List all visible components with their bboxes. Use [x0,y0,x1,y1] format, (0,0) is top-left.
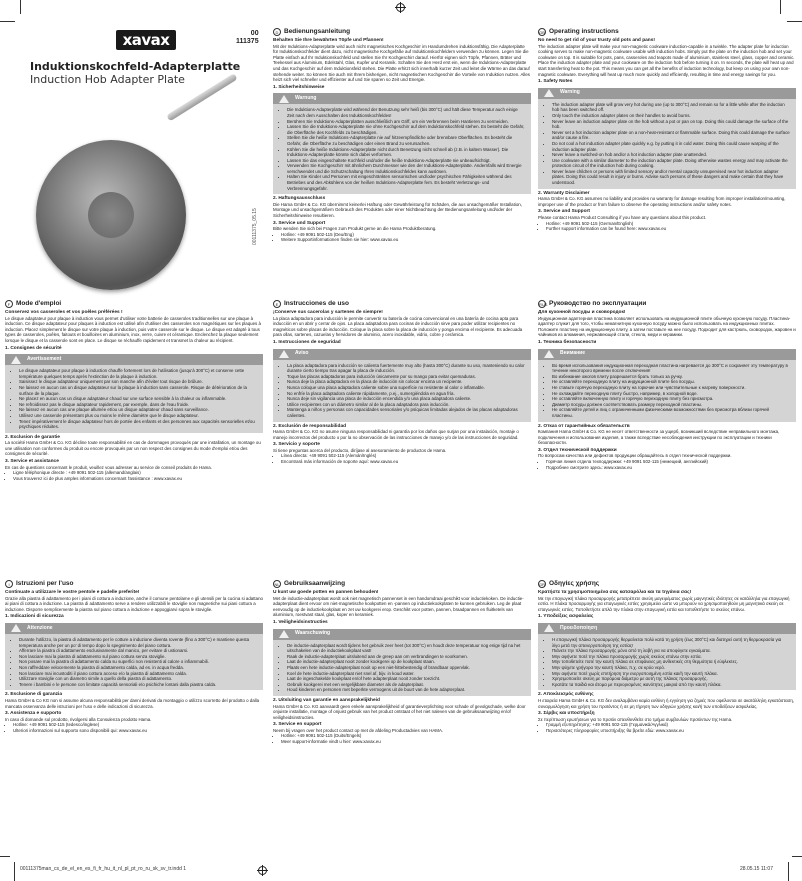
service-heading: 3. Σέρβις και υποστήριξη [538,711,595,717]
warning-header [538,623,796,634]
warning-label: Aviso [295,350,309,357]
service-text: En cas de questions concernant le produit, veuillez vous adresser au service de conseil produits de Hama. [5,464,212,470]
warning-item: • Koel de hete inductie-adapterplaat niet snel af, bijv. in koud water. [287,671,525,677]
warning-list [538,99,796,189]
section-title: Οδηγίες χρήσης [549,580,600,588]
section-heading [5,300,263,308]
intro-text: Le disque adaptateur pour plaque à induction vous permet d'utiliser votre batterie de casseroles traditionnelles sur une plaque à induction. Ce disque adaptateur pour plaques à induction est utilisé afin d'utiliser des casseroles non magnétiques sur les plaques à induction. Placez simplement le disque sur votre plaque à induction, puis votre casserole sur le disque. Le disque est adapté à tous types de casseroles, poêles, faitouts et bouilloires en aluminium, inox, verre, cuivre et céramique. Enclenchez la plaque seulement lorsque le disque et la casserole sont en place. Le disque se réchauffe rapidement et transmet la chaleur au récipient. [5,315,261,343]
service-item: • Περισσότερες πληροφορίες υποστήριξης θα βρείτε εδώ: www.xavax.eu [546,728,796,734]
language-section [273,300,531,465]
warning-item: • Не оставляйте включенную плиту и горячую переходную плиту без присмотра. [552,396,790,402]
crop-mark [792,856,802,857]
language-section [538,28,796,232]
safety-heading: 1. Техника безопасности [538,339,597,345]
warning-item: • Nunca deje sin vigilancia una placa de inducción encendida y/o una placa adaptadora caliente. [287,396,525,402]
warning-item: • Halten Sie Kinder und Personen mit eingeschränkten sensorischen und/oder psychischen Fähigkeiten während des Betriebes und des Abkühlens von der heißen Induktions-Adapterplatte fern. Es besteht Verletzungs- und Verbrennungsgefahr. [287,174,525,191]
section-title: Руководство по эксплуатации [549,300,647,308]
section-title: Instrucciones de uso [284,300,350,308]
warning-triangle-icon [279,350,289,358]
warning-list [538,634,796,690]
service-text: Please contact Hama Product Consulting if you have any questions about this product. [538,215,707,221]
language-badge: RUS [539,302,548,307]
service-item: • Hotline: +49 9091 502-115 (Duits/Engels) [281,733,531,739]
warning-item: • Utilizzare stoviglie con un diametro simile a quello della piastra di adattamento. [19,676,257,682]
warning-header [5,354,263,365]
warranty-heading: 2. Uitsluiting van garantie en aansprakelijkheid [273,697,380,703]
service-list [538,221,796,232]
warning-item: • Plaats een hete inductie-adapterplaat nooit op een niet-hittebestendig of brandbaar oppervlak. [287,665,525,671]
warning-item: • Afferrare la piastra di adattamento esclusivamente dal manico, per evitare di ustionarsi. [19,648,257,654]
service-list [273,453,531,464]
language-section [5,580,263,733]
warning-item: • Η επαγωγική πλάκα προσαρμογής θερμαίνεται πολύ κατά τη χρήση (έως 300°C) και διατηρεί αυτή τη θερμοκρασία για λίγο μετά την απενεργοποίηση της εστίας! [552,637,790,648]
warning-item: • Houd kinderen en personen met beperkte vermogens uit de buurt van de hete adapterplaat. [287,687,525,693]
service-text: Σε περίπτωση ερωτήσεων για το προϊόν απευθυνθείτε στο τμήμα συμβουλών προϊόντων της Hama. [538,716,733,722]
warranty-text: Hama GmbH & Co. KG aanvaardt geen enkele aansprakelijkheid of garantieverplichting voor schade of gevolgschade, welke door onjuiste installatie, montage of onjuist gebruik van het product ontstaat of het niet naleven van de gebruiksaanwijzing en/of veiligheidsinstructies. [273,703,526,720]
section-subtitle: ¡Conserve sus cacerolas y sartenes de siempre! [273,310,383,315]
warning-item: • Laat de inductie-adapterplaat nooit zonder kookgerei op de kookplaat staan. [287,659,525,665]
service-item: • Подробнее смотрите здесь: www.xavax.eu [546,465,796,471]
footer-date: 28.05.15 11:07 [740,866,773,872]
language-section [273,580,531,745]
brand-logo: xavax [116,30,176,50]
warning-item: • Laat de ingeschakelde kookplaat en/of hete adapterplaat nooit zonder toezicht. [287,676,525,682]
warning-triangle-icon [279,95,289,103]
warning-triangle-icon [11,356,21,364]
service-text: Bitte wenden Sie sich bei Fragen zum Produkt gerne an die Hama Produktberatung. [273,226,437,232]
service-heading: 3. Service et assistance [5,459,59,465]
warning-box [538,349,796,422]
section-subtitle: Κρατήστε τα χρησιμοποιημένα σας κατσαρόλια και τα τηγάνια σας! [538,590,692,595]
language-badge: NL [274,582,280,587]
service-item: • Ulteriori informazioni sul supporto sono disponibili qui: www.xavax.eu [13,728,263,734]
language-section [538,300,796,470]
language-badge: F [5,300,13,308]
warning-item: • Μην αφήνετε ποτέ χωρίς επιτήρηση την ενεργοποιημένη εστία και/ή την καυτή πλάκα. [552,671,790,677]
intro-text: Με την επαγωγική πλάκα προσαρμογής μετατρέπετε σκεύη μαγειρέματος χωρίς μαγνητικές ιδιότητες σε κατάλληλα για επαγωγική εστία. Η πλάκα προσαρμογής για επαγωγικές εστίες χρησιμεύει ώστε να μπορούν να χρησιμοποιηθούν μη μαγνητικά σκεύη σε επαγωγικές εστίες. Τοποθετήστε απλά την πλάκα στην επαγωγική εστία και τοποθετήστε το σκεύος επάνω. [538,595,790,612]
warning-header [273,93,531,104]
warning-item: • Use cookware with a similar diameter to the induction adapter plate. Doing otherwise wastes energy and may activate the protection circuit of the induction hob during cooking. [552,158,790,169]
warning-list [538,360,796,422]
warning-header [273,349,531,360]
section-title: Bedienungsanleitung [284,28,351,36]
safety-heading: 1. Instrucciones de seguridad [273,339,341,345]
safety-heading: 1. Safety Notes [538,79,573,85]
warning-item: • Non lasciare mai la piastra di adattamento sul piano cottura senza stoviglie. [19,654,257,660]
warning-list [273,640,531,696]
warning-item: • Never leave a switched-on hob and/or a hot induction adapter plate unattended. [552,152,790,158]
warning-list [5,365,263,433]
warning-item: • Не охлаждайте переходную плиту быстро, например, в холодной воде. [552,391,790,397]
warning-item: • Диаметр посуды должен соответствовать размеру переходной пластины. [552,402,790,408]
warranty-text: Die Hama GmbH & Co. KG übernimmt keinerlei Haftung oder Gewährleistung für Schäden, die aus unsachgemäßer Installation, Montage und unsachgemäßem Gebrauch des Produktes oder einer Nichtbeachtung der Bedienungsanleitung und/oder der Sicherheitshinweise resultieren. [273,201,522,219]
crop-mark [14,862,15,881]
warning-item: • Never leave children or persons with limited sensory and/or mental capacity unsupervised near hot induction adapter plates. Doing this could result in injury or burns. Advise such persons of these dangers and make certain that they have understood. [552,169,790,186]
section-heading [538,28,796,36]
safety-heading: 1. Consignes de sécurité [5,345,62,351]
section-subtitle: No need to get rid of your trusty old pots and pans! [538,38,655,43]
service-item: • Weitere Supportinformationen finden sie hier: www.xavax.eu [281,237,531,243]
warning-item: • Tenez impérativement le disque adaptateur hors de portée des enfants et des personnes aux capacités sensorielles et/ou psychiques réduites. [19,419,257,430]
warranty-heading: 2. Haftungsausschluss [273,196,326,202]
safety-heading: 1. Indicazioni di sicurezza [5,614,64,620]
article-number: 00 111375 [236,30,259,45]
language-section [5,300,263,481]
warning-triangle-icon [544,624,554,632]
warning-box [538,88,796,189]
warning-item: • Mantenga a niños y personas con capacidades sensoriales y/o psíquicas limitadas alejados de las placas adaptadoras calientes. [287,407,525,418]
warning-item: • Lassen Sie die Induktions-Adapterplatte nie ohne Kochgeschirr auf dem Induktionskochfeld stehen. Es besteht die Gefahr, die Oberfläche des Kochfelds zu beschädigen. [287,124,525,135]
service-item: • Further support information can be found here: www.xavax.eu [546,226,796,232]
warning-label: Προειδοποίηση [560,624,598,631]
warning-box [273,349,531,422]
warning-item: • Utilice recipientes con un diámetro similar al de la placa adaptadora para inducción. [287,402,525,408]
warning-item: • Saisissez le disque adaptateur uniquement par son manche afin d'éviter tout risque de brûlure. [19,379,257,385]
service-item: • Горячая линия отдела техподдержки: +49 9091 502-115 (немецкий, английский) [546,459,796,465]
warning-item: • Gebruik kookgerei met een vergelijkbare diameter als de adapterplaat. [287,682,525,688]
warning-item: • Nunca deje la placa adaptadora en la placa de inducción sin colocar encima un recipiente. [287,379,525,385]
language-badge: E [273,300,281,308]
service-heading: 3. Отдел технической поддержки [538,447,617,453]
warning-item: • Kühlen Sie die heiße Induktions-Adapterplatte nicht durch Benetzung nicht schnell ab (z.B. in kaltem Wasser). Die Induktions-Adapterplatte könnte sich dabei verformen. [287,147,525,158]
warning-item: • Ne laissez en aucun cas une plaque allumée et/ou un disque adaptateur chaud sans surveillance. [19,407,257,413]
warning-item: • Ne laissez en aucun cas un disque adaptateur sur la plaque à induction sans casserole. Risque de détérioration de la surface de la plaque. [19,385,257,396]
warning-list [273,360,531,422]
crop-mark [0,21,15,22]
safety-heading: 1. Υποδείξεις ασφαλείας [538,614,594,620]
crop-mark [0,856,10,857]
service-list [5,722,263,733]
warning-item: • Never set a hot induction adapter plate on a non-heat-resistant or flammable surface. Doing this could damage the surface and/or cause a fire. [552,130,790,141]
warning-item: • Μην ψύχετε γρήγορα την καυτή πλάκα, π.χ. σε κρύο νερό. [552,665,790,671]
service-text: Neem bij vragen over het product contact op met de afdeling Productadvies van HAMA. [273,727,444,733]
service-item: • Vous trouverez ici de plus amples informations concernant l'assistance : www.xavax.eu [13,476,263,482]
warning-triangle-icon [544,89,554,97]
warning-box [538,623,796,690]
warning-item: • Utilisez une casserole présentant plus ou moins le même diamètre que le disque adaptateur. [19,413,257,419]
warranty-heading: 2. Αποκλεισμός ευθύνης [538,692,594,698]
warning-item: • Не оставляйте переходную плиту на индукционной плите без посуды. [552,379,790,385]
warning-item: • Ne placez en aucun cas un disque adaptateur chaud sur une surface sensible à la chaleur ou inflammable. [19,396,257,402]
warning-triangle-icon [279,630,289,638]
section-subtitle: U kunt uw goede potten en pannen behouden! [273,590,379,595]
service-list [273,232,531,243]
service-text: In caso di domande sul prodotto, rivolgersi alla Consulenza prodotto Hama. [5,716,152,722]
section-heading [273,28,531,36]
service-list [538,722,796,733]
warning-label: Avertissement [27,355,62,362]
side-code: 00111375_05.15 [252,208,258,245]
warning-item: • De inductie-adapterplaat wordt tijdens het gebruik zeer heet (tot 300°C) en houdt deze temperatuur nog enige tijd na het uitschakelen van de inductiekookplaat vast! [287,643,525,654]
warning-item: • Do not cool a hot induction adapter plate quickly e.g. by putting it in cold water. Doing this could cause warping of the induction adapter plate. [552,141,790,152]
service-item: • Línea directa: +49 9091 502-115 (Alemán/Inglés) [281,453,531,459]
warning-item: • Tenere i bambini e le persone con limitate capacità sensoriali e/o psichiche lontani dalla piastra calda. [19,682,257,688]
warning-box [5,354,263,433]
warning-item: • La placa adaptadora para inducción se calienta fuertemente muy alto (hasta 300°C) durante su uso, manteniendo su calor durante cierto tiempo tras apagar la placa de inducción. [287,363,525,374]
safety-heading: 1. Veiligheidsinstructies [273,619,328,625]
warning-item: • Nunca coloque una placa adaptadora caliente sobre una superficie no resistente al calor o inflamable. [287,385,525,391]
warning-item: • Durante l'utilizzo, la piastra di adattamento per le cotture a induzione diventa rovente (fino a 300°C) e mantiene questa temperatura anche per un po' di tempo dopo lo spegnimento del piano cottura. [19,637,257,648]
warning-header [273,629,531,640]
section-title: Gebruiksaanwijzing [284,580,346,588]
section-heading [538,300,796,308]
warning-item: • Non lasciare mai incustoditi il piano cottura acceso e/o la piastra di adattamento calda. [19,671,257,677]
section-heading [273,300,531,308]
warning-item: • Lassen Sie das eingeschaltete Kochfeld und/oder die heiße Induktions-Adapterplatte nie unbeaufsichtigt. [287,158,525,164]
warning-item: • Non raffreddare velocemente la piastra di adattamento calda, ad es. in acqua fredda. [19,665,257,671]
warning-item: • Не оставляйте детей и лиц с ограниченными физическими возможностями без присмотра вблизи горячей пластины. [552,407,790,418]
warning-box [273,629,531,696]
warning-item: • Raak de inductie-adapterplaat uitsluitend aan de greep aan om verbrandingen te voorkomen. [287,654,525,660]
warning-item: • Χρησιμοποιείτε σκεύη με παρόμοια διάμετρο με αυτή της πλάκας προσαρμογής. [552,676,790,682]
service-list [273,733,531,744]
warranty-text: Hama GmbH & Co. KG assumes no liability and provides no warranty for damage resulting from improper installation/mounting, improper use of the product or from failure to observe the operating instructions and/or safety notes. [538,196,786,207]
warranty-heading: 2. Exclusion de garantie [5,434,60,440]
warning-item: • The induction adapter plate will grow very hot during use (up to 300°C) and remain so for a little while after the induction hob has been switched off. [552,102,790,113]
warning-item: • Не ставьте горячую переходную плиту на горючие или чувствительные к нагреву поверхности. [552,385,790,391]
intro-text: Grazie alla piastra di adattamento per i piani di cottura a induzione, anche il comune pentolame e gli utensili per la cucina si adattano ai piani di cottura a induzione. La piastra di adattamento serve a rendere utilizzabili le stoviglie non magnetiche sui piani cottura a induzione. Disporre semplicemente la piastra sul piano cottura a induzione e appoggiarvi sopra le stoviglie. [5,595,263,612]
service-heading: 3. Servicio y soporte [273,442,320,448]
warning-box [5,623,263,690]
warning-item: • Ne refroidissez pas le disque adaptateur rapidement, par exemple, dans de l'eau froide. [19,402,257,408]
warning-label: Waarschuwing [295,630,331,637]
intro-text: Met de inductie-adapterplaat wordt ook niet magnetisch pannenset in een handomdraai geschikt voor inductiekoken. De inductie-adapterplaat dient ervoor om niet-magnetische kookpotten en -pannen op inductiekookplaten te kunnen gebruiken. Leg de plaat eenvoudig op de inductiekookplaat en zet uw kookgerei erop. Geschikt voor potten, pannen, braadpannen en fluitketels van aluminium, roestvast staal, glas, koper en keramiek. [273,595,524,618]
warning-item: • Πιάνετε την πλάκα προσαρμογής μόνο από τη λαβή για να αποφύγετε εγκαύματα. [552,648,790,654]
language-section [273,28,531,243]
warning-item: • Only touch the induction adapter plates on their handles to avoid burns. [552,113,790,119]
service-heading: 3. Service en support [273,722,322,728]
warranty-heading: 2. Отказ от гарантийных обязательств [538,423,630,429]
warning-label: Warnung [295,95,317,102]
service-item: • Hotline: +49 9091 502-115 (tedesco/inglese) [13,722,263,728]
section-title: Operating instructions [549,28,619,36]
intro-text: Индукционная адаптерная пластина позволяет использовать на индукционной плите обычную кухонную посуду. Пластина-адаптер служит для того, чтобы немагнитную кухонную посуду можно было использовать на индукционных плитах. Положите пластину на индукционную плиту, а затем поставьте на нее посуду. Подходит для кастрюль, сковородок, жаровен и чайников из алюминия, нержавеющей стали, стекла, меди и керамики. [538,315,796,338]
section-heading [5,580,263,588]
service-text: По вопросам качества или дефектов продукции обращайтесь в отдел технической поддержки. [538,453,732,459]
warning-header [538,349,796,360]
intro-text: Mit der Induktions-Adapterplatte wird auch nicht magnetisches Kochgeschirr im Handumdrehen induktionsfähig. Die Adapterplatte für Induktionskochfelder dient dazu, nicht magnetische Kochgefäße auf Induktionskochfeldern verwenden zu können. Legen Sie die Platte einfach auf Ihr Induktionskochfeld und stellen Sie Ihr Kochgeschirr darauf. Hierfür eignen sich Töpfe, Pfannen, Bräter und Teekessel aus Aluminium, Edelstahl, Glas, Kupfer und Keramik. Schalten Sie den Herd erst ein, wenn die Induktions-Adapterplatte und das Kochgeschirr auf dem Induktionsfeld stehen. Die Platte erhitzt sich innerhalb kurzer Zeit und leitet die Wärme an das darauf stehende weiter. So können Sie auch mit Ihrem bisherigen, nicht magnetischen Kochgeschirr die Vorteile von Induktion nutzen. Alles heizt sich viel schneller und effizienter auf und Sie sparen so Zeit und Energie. [273,43,531,83]
language-badge: GR [539,582,545,587]
warranty-heading: 2. Esclusione di garanzia [5,692,63,698]
crop-mark [787,21,802,22]
warning-label: Attenzione [27,624,53,631]
service-list [538,459,796,470]
warranty-text: Hama GmbH & Co KG non si assume alcuna responsabilità per danni derivati da montaggio o utilizzo scorretto del prodotto o dalla mancata osservanza delle istruzioni per l'uso e delle indicazioni di sicurezza. [5,697,260,709]
product-image-plate [36,140,186,290]
intro-text: The induction adapter plate will make your non-magnetic cookware induction-capable in a twinkle. The adapter plate for induction cooking serves to make non-magnetic cookware usable with induction hobs. Simply put the plate on the induction hob and set your cookware on top. It is suitable for pots, pans, casseroles and teapots made of aluminium, stainless steel, glass, copper and ceramic. Place the induction adapter plate and your cookware on the induction hob before turning it on. In seconds, the plate will heat up and start transferring heat to the pot. This means you can get all the benefits of induction technology, but keep on using your own non-magnetic cookware. Everything will heat up much more quickly and efficiently, resulting in time and energy savings for you. [538,43,795,77]
registration-mark-icon [396,3,405,12]
warning-item: • Berühren Sie Induktions-Adapterplatten ausschließlich am Griff, um ein Verbrennen beim Hantieren zu vermeiden. [287,119,525,125]
section-subtitle: Behalten Sie Ihre bewährten Töpfe und Pfannen! [273,38,384,43]
product-title-en: Induction Hob Adapter Plate [30,73,185,86]
warning-item: • Verwenden Sie Kochgeschirr mit ähnlichem Durchmesser wie den der Induktions-Adapterplatte. Andernfalls wird Energie verschwendet und die Schutzschaltung Ihres Induktionskochfeldes kann auslösen. [287,163,525,174]
warning-list [5,634,263,690]
service-list [5,470,263,481]
crop-mark [788,862,789,881]
warning-item: • No enfríe la placa adaptadora caliente rápidamente, p.ej., sumergiéndola en agua fría. [287,391,525,397]
safety-heading: 1. Sicherheitshinweise [273,84,325,90]
warranty-text: La société Hama GmbH & Co. KG décline toute responsabilité en cas de dommages provoqués par une installation, un montage ou une utilisation non conformes du produit ou encore provoqués par un non respect des consignes du mode d'emploi et/ou des consignes de sécurité. [5,440,261,457]
registration-mark-icon [258,866,267,875]
section-heading [273,580,531,588]
warning-item: • Κρατάτε τα παιδιά και άτομα με περιορισμένες ικανότητες μακριά από την καυτή πλάκα. [552,682,790,688]
warning-item: • Die Induktions-Adapterplatte wird während der Benutzung sehr heiß (bis 300°C) und hält diese Temperatur auch einige Zeit nach dem Ausschalten des Induktionskochfeldes! [287,107,525,118]
warning-item: • Le disque adaptateur pour plaque à induction chauffe fortement lors de l'utilisation (jusqu'à 300°C) et conserve cette température quelques temps après l'extinction de la plaque à induction. [19,368,257,379]
section-title: Istruzioni per l'uso [16,580,74,588]
section-title: Mode d'emploi [16,300,62,308]
warning-item: • Toque las placas adaptadoras para inducción únicamente por su mango para evitar quemaduras. [287,374,525,380]
service-item: • Γραμμή εξυπηρέτησης: +49 9091 502-115 (Γερμανικά/Αγγλικά) [546,722,796,728]
service-text: Si tiene preguntas acerca del producto, diríjase al asesoramiento de productos de Hama. [273,447,447,453]
warning-label: Внимание [560,350,585,357]
warning-header [538,88,796,99]
warning-box [273,93,531,194]
warning-item: • Во время использования индукционная переходная пластина нагревается до 300°C и сохраняет эту температуру в течение некоторого времени после отключения! [552,363,790,374]
section-heading [538,580,796,588]
warranty-text: Компания Hama GmbH & Co. KG не несет ответственности за ущерб, возникший вследствие неправильного монтажа, подключения и использования изделия, а также вследствие несоблюдения инструкции по эксплуатации и техники безопасности. [538,429,780,446]
service-item: • Ligne téléphonique directe : +49 9091 502-115 (allemand/anglais) [13,470,263,476]
footer-filename: 00111375man_cs_de_el_en_es_fi_fr_hu_it_nl_pl_pt_ro_ru_sk_sv_tr.indd 1 [20,866,187,872]
service-heading: 3. Assistenza e supporto [5,711,62,717]
warning-item: • Μην τοποθετείτε ποτέ την καυτή πλάκα σε επιφάνειες μη ανθεκτικές στη θερμότητα ή εύφλεκτες. [552,659,790,665]
service-item: • Hotline: +49 9091 502-115 (Deu/Eng) [281,232,531,238]
language-badge: D [273,28,281,36]
warning-item: • Non posare mai la piastra di adattamento calda su superfici non resistenti al calore o infiammabili. [19,659,257,665]
warranty-heading: 2. Exclusión de responsabilidad [273,423,347,429]
warning-item: • Never leave an induction adapter plate on the hob without a pot or pan on top. Doing this could damage the surface of the hob. [552,119,790,130]
warning-triangle-icon [11,624,21,632]
warranty-text: Hama GmbH & Co. KG no asume ninguna responsabilidad ni garantía por los daños que surjan por una instalación, montaje o manejo incorrectos del producto o por la no observación de las instrucciones de manejo y/o de las instrucciones de seguridad. [273,429,519,440]
language-section [538,580,796,733]
warning-item: • Stellen Sie die heiße Induktions-Adapterplatte nie auf hitzeempfindliche oder brennbare Oberflächen. Es besteht die Gefahr, die Oberfläche zu beschädigen oder einen Brand zu verursachen. [287,135,525,146]
section-subtitle: Conservez vos casseroles et vos poêles préférées ! [5,310,123,315]
warning-header [5,623,263,634]
section-subtitle: Для кухонной посуды и сковородок! [538,310,626,315]
language-badge: GB [539,30,545,35]
warranty-heading: 2. Warranty Disclaimer [538,190,590,196]
warranty-text: Η εταιρεία Hama GmbH & Co. KG δεν αναλαμβάνει καμία ευθύνη ή εγγύηση για ζημιές που οφείλονται σε ακατάλληλη εγκατάσταση, συναρμολόγηση και χρήση του προϊόντος ή σε μη τήρηση των οδηγιών χρήσης και/ή των υποδείξεων ασφαλείας. [538,697,795,709]
crop-mark [20,0,21,14]
warning-triangle-icon [544,350,554,358]
warning-list [273,104,531,194]
service-item: • Encontrará más información de soporte aquí: www.xavax.eu [281,459,531,465]
language-badge: I [5,580,13,588]
service-heading: 3. Service und Support [273,220,326,226]
service-item: • Hotline: +49 9091 502-115 (German/English) [546,221,796,227]
crop-mark [780,0,781,14]
intro-text: La placa adaptadora para inducción le permite convertir su batería de cocina convencional en una batería de cocina apta para inducción en un abrir y cerrar de ojos. La placa adaptadora para cocinas de inducción sirve para poder utilizar recipientes no magnéticos sobre placas de inducción. Coloque la placa sobre la placa de inducción y ponga encima el recipiente. Es adecuada para ollas, sartenes, cazuelas y hervidores de aluminio, acero inoxidable, vidrio, cobre y cerámica. [273,315,523,338]
service-item: • Meer support-informatie vindt u hier: www.xavax.eu [281,739,531,745]
warning-label: Warning [560,89,580,96]
warning-item: • Во избежание ожогов плиту разрешается брать только за ручку. [552,374,790,380]
product-title-de: Induktionskochfeld-Adapterplatte [30,60,241,73]
section-subtitle: Continuate a utilizzare le vostre pentole e padelle preferite! [5,590,140,595]
service-heading: 3. Service and Support [538,209,590,215]
warning-item: • Μην αφήνετε ποτέ την πλάκα προσαρμογής χωρίς σκεύος επάνω στην εστία. [552,654,790,660]
